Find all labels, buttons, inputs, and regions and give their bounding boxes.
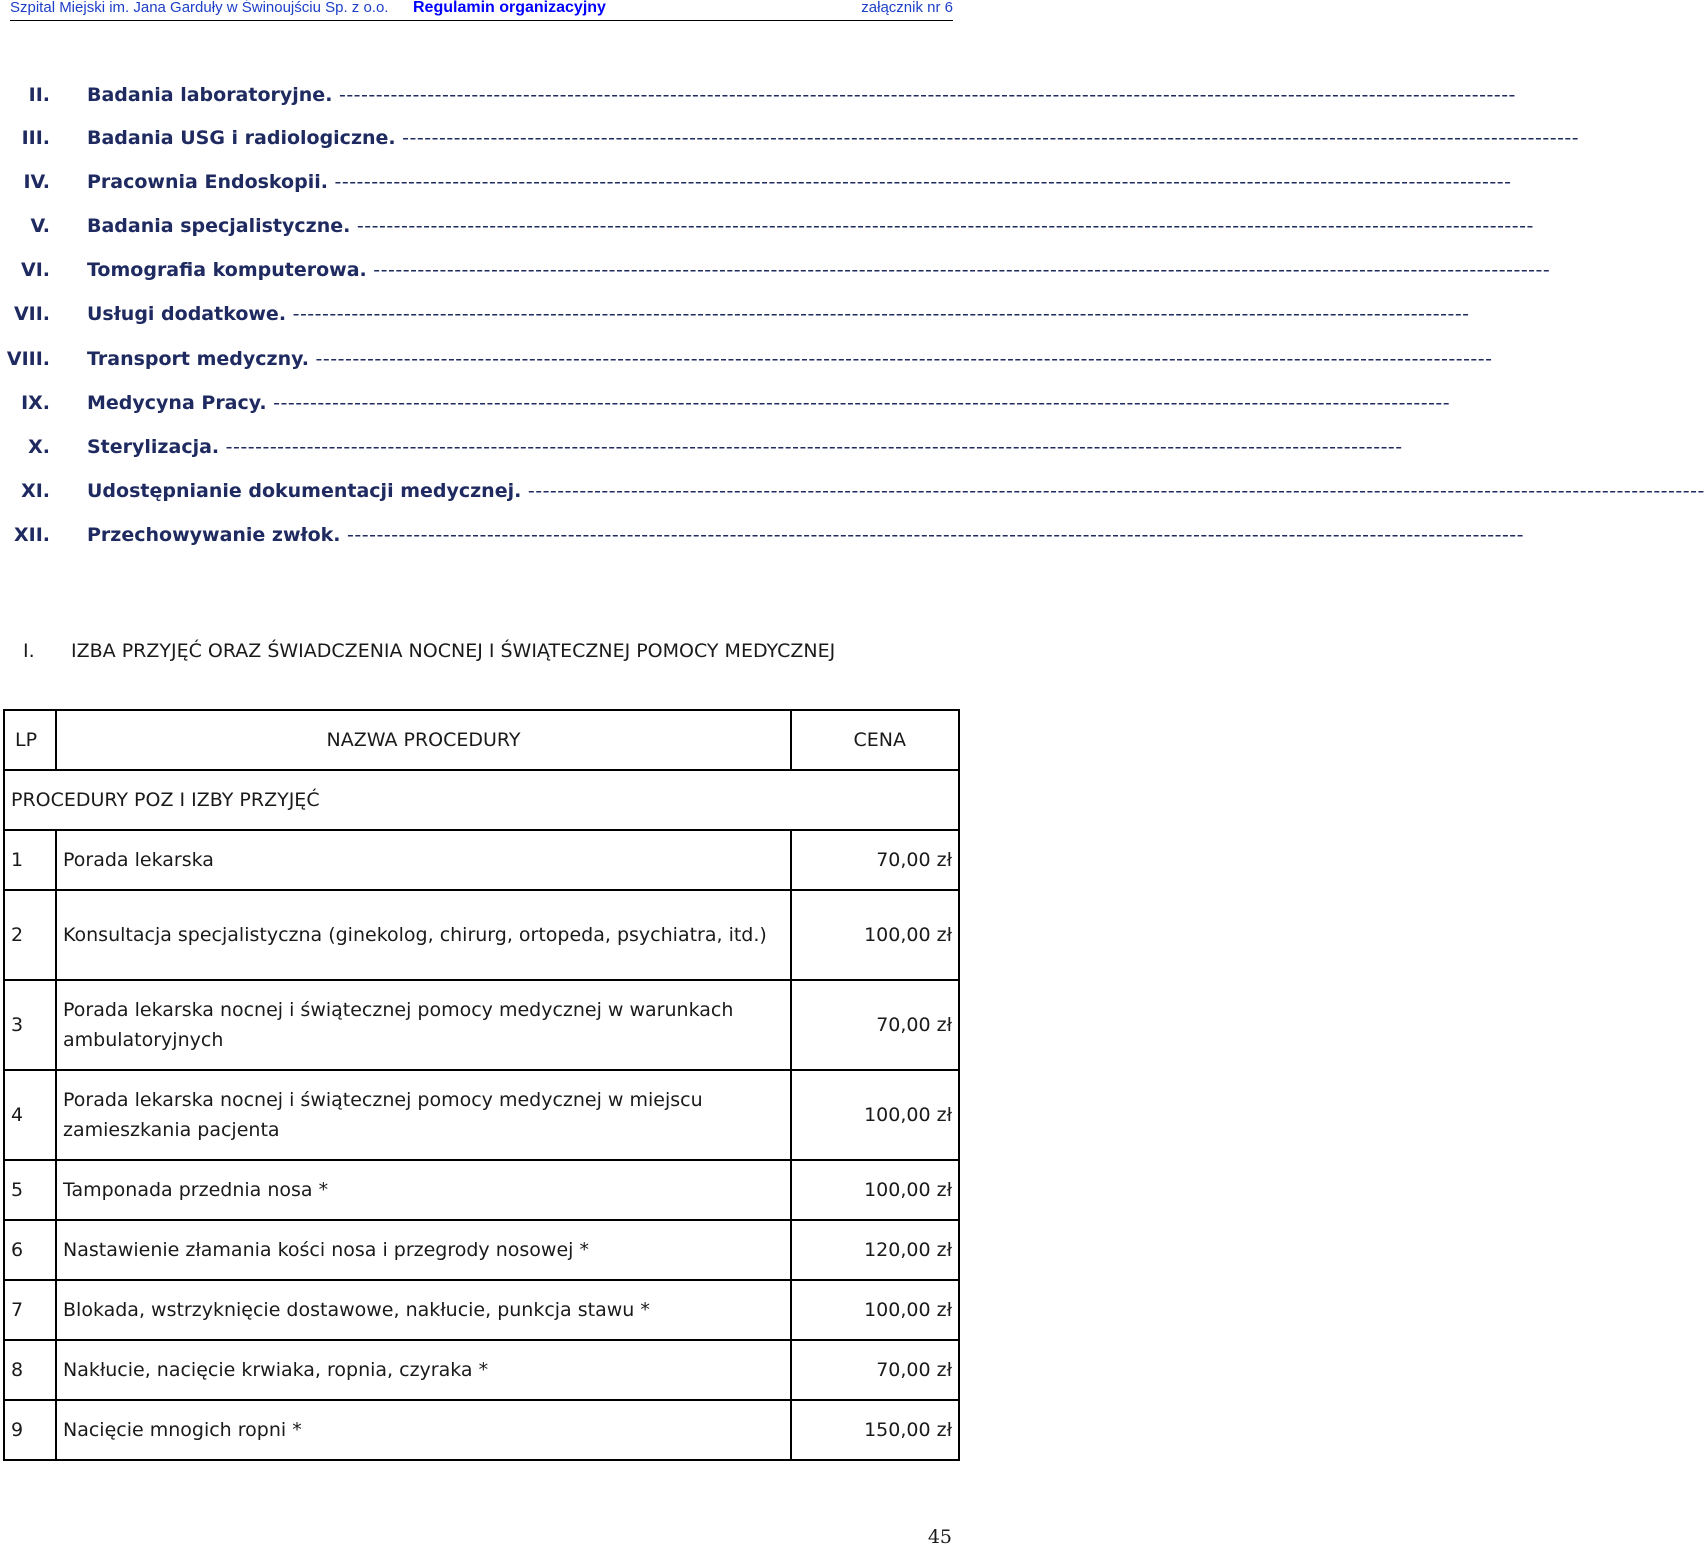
toc-item-number: VIII. [6, 348, 50, 370]
toc-item-label: Transport medyczny. [87, 348, 309, 370]
row-procedure-name: Tamponada przednia nosa * [56, 1160, 791, 1220]
toc-item [0, 84, 1516, 114]
column-header-lp: LP [4, 710, 56, 770]
section-title: IZBA PRZYJĘĆ ORAZ ŚWIADCZENIA NOCNEJ I ŚWIĄTECZNEJ POMOCY MEDYCZNEJ [71, 640, 836, 662]
price-table [3, 709, 960, 1461]
row-lp: 7 [4, 1280, 56, 1340]
row-procedure-name: Nacięcie mnogich ropni * [56, 1400, 791, 1460]
toc-leader-dots: ---------------------------------------------------------------------------------------------------------------------------------------------------------------- [286, 303, 1470, 325]
row-procedure-name: Nastawienie złamania kości nosa i przegrody nosowej * [56, 1220, 791, 1280]
row-price: 70,00 zł [791, 1340, 959, 1400]
toc-item-label: Sterylizacja. [87, 436, 220, 458]
toc-item-text [87, 348, 1493, 370]
toc-item [0, 215, 1534, 245]
header-document-title: Regulamin organizacyjny [413, 0, 606, 16]
category-row [4, 770, 959, 830]
table-row [4, 1280, 959, 1340]
toc-item [0, 348, 1493, 378]
row-lp: 4 [4, 1070, 56, 1160]
category-label: PROCEDURY POZ I IZBY PRZYJĘĆ [4, 770, 959, 830]
toc-item-text [87, 524, 1525, 546]
row-price: 70,00 zł [791, 830, 959, 890]
row-procedure-name: Porada lekarska nocnej i świątecznej pomocy medycznej w miejscu zamieszkania pacjenta [56, 1070, 791, 1160]
row-procedure-name: Nakłucie, nacięcie krwiaka, ropnia, czyraka * [56, 1340, 791, 1400]
row-price: 150,00 zł [791, 1400, 959, 1460]
toc-item-text [87, 259, 1551, 281]
toc-item-label: Medycyna Pracy. [87, 392, 267, 414]
section-number: I. [23, 640, 35, 662]
toc-leader-dots: ---------------------------------------------------------------------------------------------------------------------------------------------------------------- [332, 84, 1516, 106]
row-lp: 9 [4, 1400, 56, 1460]
toc-item [0, 524, 1525, 554]
row-procedure-name: Blokada, wstrzyknięcie dostawowe, nakłucie, punkcja stawu * [56, 1280, 791, 1340]
toc-item-label: Badania USG i radiologiczne. [87, 127, 396, 149]
toc-item-number: II. [28, 84, 50, 106]
toc-item-label: Usługi dodatkowe. [87, 303, 287, 325]
row-price: 100,00 zł [791, 1160, 959, 1220]
toc-item-text [87, 171, 1512, 193]
row-price: 120,00 zł [791, 1220, 959, 1280]
table-row [4, 1160, 959, 1220]
toc-item-text [87, 436, 1403, 458]
row-price: 100,00 zł [791, 890, 959, 980]
toc-leader-dots: ---------------------------------------------------------------------------------------------------------------------------------------------------------------- [395, 127, 1580, 149]
toc-item-text [87, 303, 1470, 325]
row-price: 70,00 zł [791, 980, 959, 1070]
table-row [4, 1070, 959, 1160]
row-lp: 6 [4, 1220, 56, 1280]
toc-leader-dots: ---------------------------------------------------------------------------------------------------------------------------------------------------------------- [350, 215, 1534, 237]
row-lp: 8 [4, 1340, 56, 1400]
toc-leader-dots: ---------------------------------------------------------------------------------------------------------------------------------------------------------------- [266, 392, 1451, 414]
row-price: 100,00 zł [791, 1070, 959, 1160]
toc-leader-dots: ---------------------------------------------------------------------------------------------------------------------------------------------------------------- [309, 348, 1493, 370]
toc-item-number: VI. [21, 259, 50, 281]
toc-item-label: Pracownia Endoskopii. [87, 171, 328, 193]
toc-item-text [87, 480, 1705, 502]
toc-item-number: V. [30, 215, 50, 237]
table-row [4, 890, 959, 980]
row-procedure-name: Konsultacja specjalistyczna (ginekolog, chirurg, ortopeda, psychiatra, itd.) [56, 890, 791, 980]
header-hospital-name: Szpital Miejski im. Jana Garduły w Świnoujściu Sp. z o.o. [10, 0, 389, 16]
toc-item-number: IV. [23, 171, 50, 193]
toc-leader-dots: ---------------------------------------------------------------------------------------------------------------------------------------------------------------- [521, 480, 1705, 502]
table-row [4, 1340, 959, 1400]
toc-item-text [87, 392, 1451, 414]
toc-item [0, 127, 1580, 157]
toc-item [0, 392, 1451, 422]
toc-item-number: IX. [21, 392, 50, 414]
toc-item-number: XII. [13, 524, 50, 546]
table-row [4, 830, 959, 890]
toc-item-text [87, 84, 1516, 106]
toc-item-number: XI. [21, 480, 50, 502]
toc-leader-dots: ---------------------------------------------------------------------------------------------------------------------------------------------------------------- [340, 524, 1525, 546]
toc-leader-dots: ---------------------------------------------------------------------------------------------------------------------------------------------------------------- [366, 259, 1551, 281]
table-row [4, 1400, 959, 1460]
table-row [4, 1220, 959, 1280]
column-header-price: CENA [791, 710, 959, 770]
toc-item-label: Badania laboratoryjne. [87, 84, 333, 106]
toc-item-number: X. [28, 436, 50, 458]
toc-leader-dots: ---------------------------------------------------------------------------------------------------------------------------------------------------------------- [327, 171, 1512, 193]
toc-item [0, 303, 1470, 333]
table-row [4, 980, 959, 1070]
row-procedure-name: Porada lekarska [56, 830, 791, 890]
toc-item-text [87, 215, 1534, 237]
row-price: 100,00 zł [791, 1280, 959, 1340]
toc-item-label: Przechowywanie zwłok. [87, 524, 341, 546]
toc-item [0, 480, 1705, 510]
toc-item-number: VII. [13, 303, 50, 325]
page-number: 45 [927, 1526, 952, 1548]
page-header [10, 0, 953, 21]
row-lp: 2 [4, 890, 56, 980]
row-lp: 1 [4, 830, 56, 890]
row-lp: 3 [4, 980, 56, 1070]
toc-leader-dots: ---------------------------------------------------------------------------------------------------------------------------------------------------------------- [219, 436, 1403, 458]
row-procedure-name: Porada lekarska nocnej i świątecznej pomocy medycznej w warunkach ambulatoryjnych [56, 980, 791, 1070]
toc-item-label: Udostępnianie dokumentacji medycznej. [87, 480, 522, 502]
header-attachment-label: załącznik nr 6 [861, 0, 953, 16]
toc-item-number: III. [21, 127, 50, 149]
toc-item-label: Badania specjalistyczne. [87, 215, 351, 237]
table-header-row [4, 710, 959, 770]
toc-item [0, 436, 1403, 466]
toc-item-label: Tomografia komputerowa. [87, 259, 367, 281]
toc-item [0, 259, 1551, 289]
toc-item [0, 171, 1512, 201]
column-header-name: NAZWA PROCEDURY [56, 710, 791, 770]
toc-item-text [87, 127, 1580, 149]
section-heading [0, 640, 960, 668]
row-lp: 5 [4, 1160, 56, 1220]
